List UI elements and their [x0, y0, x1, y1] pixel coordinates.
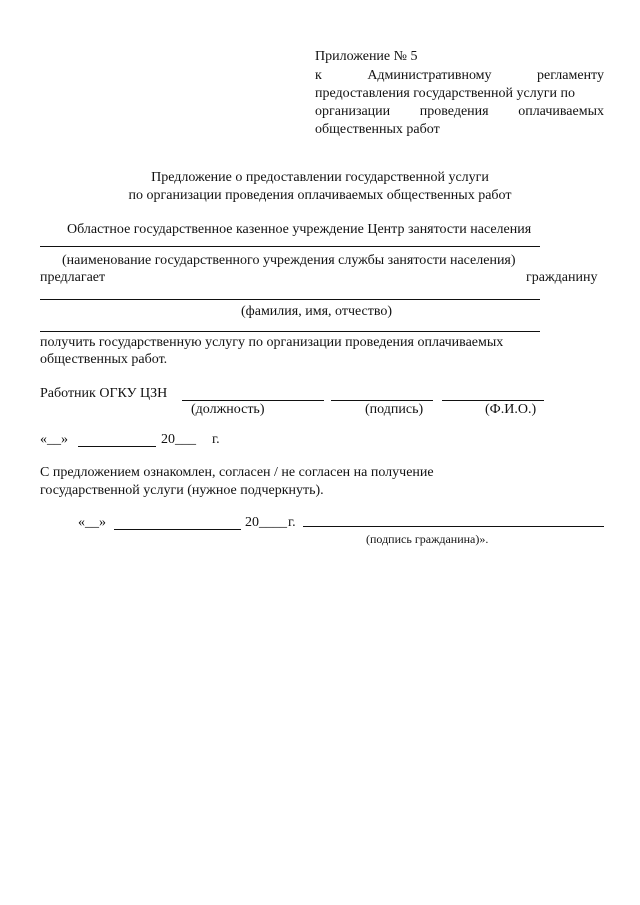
- appendix-title: Приложение № 5: [315, 49, 418, 64]
- position-caption: (должность): [191, 402, 265, 417]
- consent-line-1: С предложением ознакомлен, согласен / не согласен на получение: [40, 465, 434, 480]
- appendix-word: к: [315, 68, 322, 83]
- name-underline: [442, 400, 544, 401]
- date-year-suffix: г.: [212, 432, 220, 447]
- appendix-word: оплачиваемых: [518, 104, 604, 119]
- date2-day: «__»: [78, 515, 106, 530]
- fio-caption: (фамилия, имя, отчество): [241, 304, 393, 319]
- appendix-line-4: общественных работ: [315, 122, 440, 137]
- appendix-line-2: предоставления государственной услуги по: [315, 86, 575, 101]
- worker-label: Работник ОГКУ ЦЗН: [40, 386, 168, 401]
- document-heading-line-1: Предложение о предоставлении государственной услуги: [151, 170, 489, 185]
- date-month-underline: [78, 446, 156, 447]
- signature-caption: (подпись): [365, 402, 424, 417]
- date2-year: 20____: [245, 515, 287, 530]
- appendix-word: организации: [315, 104, 391, 119]
- appendix-line-3: [315, 104, 604, 120]
- date2-month-underline: [114, 529, 241, 530]
- date-day: «__»: [40, 432, 68, 447]
- date2-year-suffix: г.: [288, 515, 296, 530]
- signature-underline: [331, 400, 433, 401]
- citizen-signature-caption: (подпись гражданина)».: [366, 532, 489, 546]
- citizen-signature-underline: [303, 526, 604, 527]
- offers-label: предлагает: [40, 270, 106, 285]
- institution-underline: [40, 246, 540, 247]
- service-text-line-2: общественных работ.: [40, 352, 168, 367]
- citizen-label: гражданину: [526, 270, 598, 285]
- service-text-line-1: получить государственную услугу по организации проведения оплачиваемых: [40, 335, 504, 350]
- appendix-line-1: [315, 68, 604, 84]
- appendix-word: регламенту: [537, 68, 604, 83]
- institution-name: Областное государственное казенное учреждение Центр занятости населения: [67, 222, 532, 237]
- appendix-word: проведения: [419, 104, 489, 119]
- appendix-word: Административному: [367, 68, 492, 83]
- consent-line-2: государственной услуги (нужное подчеркнуть).: [40, 483, 324, 498]
- fio-underline-2: [40, 331, 540, 332]
- date-year: 20___: [161, 432, 196, 447]
- fio-underline: [40, 299, 540, 300]
- position-underline: [182, 400, 324, 401]
- name-caption: (Ф.И.О.): [485, 402, 537, 417]
- document-heading-line-2: по организации проведения оплачиваемых общественных работ: [128, 188, 512, 203]
- institution-caption: (наименование государственного учреждения службы занятости населения): [62, 253, 516, 268]
